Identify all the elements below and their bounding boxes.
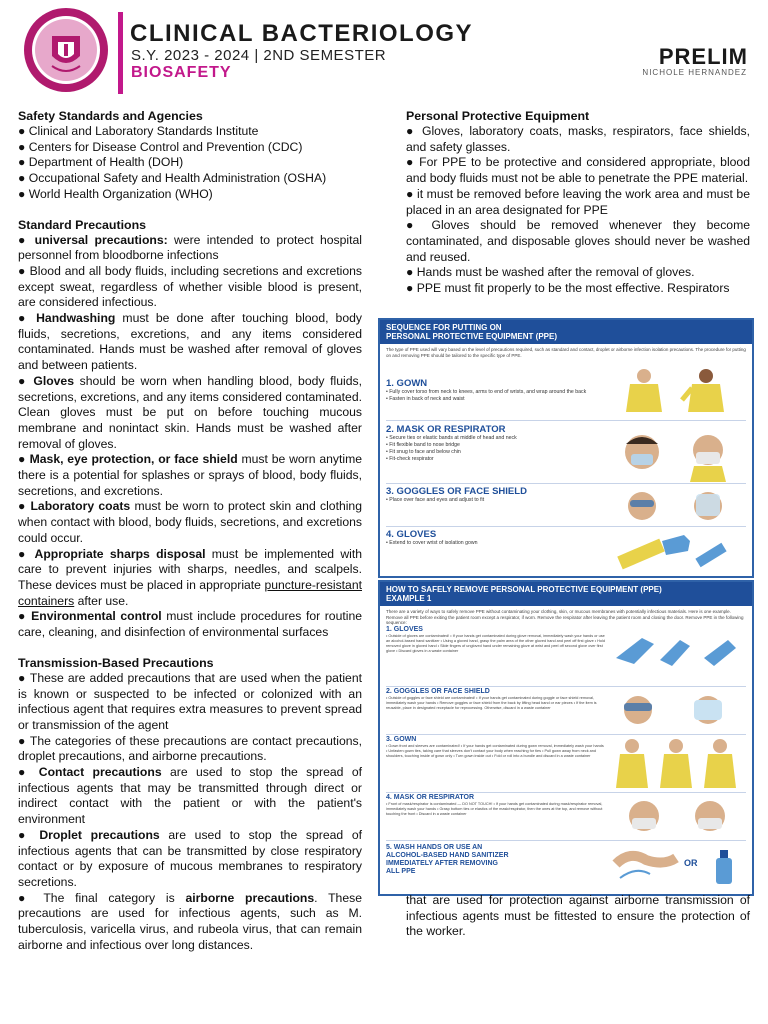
right-column (406, 108, 750, 297)
list-item: ● Appropriate sharps disposal must be implemented with care to prevent injuries with sharps, needles, and scalpels. These devices must be placed in appropriate puncture-resistant containers after use. (18, 546, 363, 608)
list-item: ● Environmental control must include procedures for routine care, cleaning, and disinfection of environmental surfaces (18, 609, 362, 640)
list-item: ● World Health Organization (WHO) (18, 186, 213, 201)
section-title: Safety Standards and Agencies (18, 109, 203, 123)
glove-removal-illustration-icon (610, 628, 744, 668)
mask-removal-illustration-icon (610, 794, 744, 840)
list-item: ● universal precautions: were intended to protect hospital personnel from bloodborne infections (18, 232, 362, 263)
handwash-illustration-icon (610, 844, 682, 888)
doffing-infographic (378, 580, 754, 896)
list-item: ● it must be removed before leaving the work area and must be placed in an area designated for PPE (406, 186, 750, 217)
header-divider (118, 12, 123, 94)
goggle-removal-illustration-icon (610, 688, 744, 732)
infographic-header: HOW TO SAFELY REMOVE PERSONAL PROTECTIVE EQUIPMENT (PPE) EXAMPLE 1 (380, 582, 752, 606)
list-item: ● Blood and all body fluids, including secretions and excretions except sweat, regardless of whether visible blood is present, are considered infectious. (18, 263, 362, 310)
list-item: ● Handwashing must be done after touching blood, body fluids, secretions, excretions, and any items considered contaminated. Hands must be washed after removal of gloves and between patients. (18, 311, 362, 373)
don-step-gloves: 4. GLOVES • Extend to cover wrist of isolation gown (386, 529, 478, 546)
gown-removal-illustration-icon (610, 736, 744, 788)
section-title: Standard Precautions (18, 217, 147, 232)
university-seal-icon (22, 6, 110, 94)
topic-title: BIOSAFETY (131, 64, 232, 81)
list-item: ● PPE must fit properly to be the most effective. Respirators (406, 281, 730, 296)
infographic-intro: The type of PPE used will vary based on the level of precautions required, such as standard and contact, droplet or airborne infection isolation precautions. The procedure for putting on and removing PPE should be tailored to the specific type of PPE. (386, 347, 746, 358)
donning-infographic (378, 318, 754, 578)
left-column (18, 108, 362, 953)
list-item: ● The categories of these precautions are contact precautions, droplet precautions, and airborne precautions. (18, 733, 362, 764)
doff-step-gloves: 1. GLOVES • Outside of gloves are contaminated! • If your hands get contaminated during glove removal, immediately wash your hands or use an alcohol-based hand sanitizer • Using a gloved hand, grasp the palm area of the other gloved hand and peel off first glove • Hold removed glove in gloved hand • Slide fingers of ungloved hand under remaining glove at wrist and peel off second glove over first glove • Discard gloves in a waste container (386, 626, 605, 653)
list-item: ● Gloves, laboratory coats, masks, respirators, face shields, and safety glasses. (406, 124, 750, 154)
gloves-illustration-icon (612, 527, 744, 571)
doff-step-goggles: 2. GOGGLES OR FACE SHIELD • Outside of goggles or face shield are contaminated! • If your hands get contaminated during goggle or face shield removal, immediately wash your hands • Remove goggles or face shield from the back by lifting head band or ear pieces • If the item is reusable, place in designated receptacle for reprocessing. Otherwise, discard in a waste container (386, 688, 597, 710)
section-title: Personal Protective Equipment (406, 109, 590, 123)
infographic-header: SEQUENCE FOR PUTTING ON PERSONAL PROTECTIVE EQUIPMENT (PPE) (380, 320, 752, 344)
sanitizer-illustration-icon (702, 844, 746, 888)
list-item: ● Mask, eye protection, or face shield must be worn anytime there is a potential for splashes or sprays of blood, body fluids, secretions, and excretions. (18, 452, 362, 498)
mask-illustration-icon (612, 422, 744, 482)
list-item: ● The final category is airborne precautions. These precautions are used for infectious agents, such as M. tuberculosis, varicella virus, and rubeola virus, that can remain airborne and infectious over long distances. (18, 890, 362, 952)
don-step-mask: 2. MASK OR RESPIRATOR • Secure ties or elastic bands at middle of head and neck • Fit flexible band to nose bridge • Fit snug to face and below chin • Fit-check respirator (386, 424, 517, 462)
or-label: OR (684, 858, 698, 868)
list-item: ● These are added precautions that are used when the patient is known or suspected to be infected or colonized with an infectious agent that requires extra measures to prevent spread or transmission of the agent (18, 670, 362, 732)
author-name: NICHOLE HERNANDEZ (642, 68, 747, 77)
list-item: ● Department of Health (DOH) (18, 155, 184, 170)
section-title: Transmission-Based Precautions (18, 655, 214, 670)
list-item: ● Contact precautions are used to stop the spread of infectious agents that may be transmitted through direct or indirect contact with the patient or with the patient's environment (18, 765, 362, 827)
list-item: ● Droplet precautions are used to stop the spread of infectious agents that can be transmitted by close respiratory contact or by exposure of mucous membranes to respiratory secretions. (18, 827, 362, 889)
page-header (0, 0, 768, 100)
doff-step-wash-hands: 5. WASH HANDS OR USE AN ALCOHOL-BASED HAND SANITIZER IMMEDIATELY AFTER REMOVING ALL PPE (386, 844, 509, 875)
school-year: S.Y. 2023 - 2024 | 2ND SEMESTER (131, 47, 387, 64)
list-item: ● Hands must be washed after the removal of gloves. (406, 265, 695, 280)
gown-illustration-icon (612, 366, 744, 412)
list-item: ● Gloves should be removed whenever they become contaminated, and disposable gloves should never be washed and reused. (406, 218, 750, 264)
don-step-gown: 1. GOWN • Fully cover torso from neck to knees, arms to end of wrists, and wrap around the back • Fasten in back of neck and waist (386, 378, 587, 402)
list-item: ● Gloves should be worn when handling blood, body fluids, secretions, excretions, and any items considered contaminated. Clean gloves must be put on before touching mucous membrane and nonintact skin. Hands must be washed after removal of gloves. (18, 373, 363, 451)
infographic-intro: There are a variety of ways to safely remove PPE without contaminating your clothing, skin, or mucous membranes with potentially infectious materials. Here is one example. Remove all PPE before exiting the patient room except a respirator, if worn. Remove the respirator after leaving the patient room and closing the door. Remove PPE in the following sequence: (386, 609, 744, 625)
course-title: CLINICAL BACTERIOLOGY (130, 20, 474, 47)
list-item: ● Occupational Safety and Health Administration (OSHA) (18, 171, 327, 186)
list-item: ● Centers for Disease Control and Prevention (CDC) (18, 139, 303, 154)
list-item: ● For PPE to be protective and considered appropriate, blood and body fluids must not be able to penetrate the PPE material. (406, 155, 750, 186)
goggles-illustration-icon (612, 484, 744, 526)
list-item: ● Laboratory coats must be worn to protect skin and clothing when contact with blood, body fluids, secretions, and excretions could occur. (18, 499, 362, 545)
exam-label: PRELIM (658, 44, 748, 69)
list-item: ● Clinical and Laboratory Standards Institute (18, 124, 259, 138)
doff-step-mask: 4. MASK OR RESPIRATOR • Front of mask/respirator is contaminated — DO NOT TOUCH! • If your hands get contaminated during mask/respirator removal, immediately wash your hands • Grasp bottom ties or elastics of the mask/respirator, then the ones at the top, and remove without touching the front • Discard in a waste container (386, 794, 603, 816)
doff-step-gown: 3. GOWN • Gown front and sleeves are contaminated! • If your hands get contaminated during gown removal, immediately wash your hands • Unfasten gown ties, taking care that sleeves don't contact your body when reaching for ties • Pull gown away from neck and shoulders, touching inside of gown only • Turn gown inside out • Fold or roll into a bundle and discard in a waste container (386, 736, 604, 758)
don-step-goggles: 3. GOGGLES OR FACE SHIELD • Place over face and eyes and adjust to fit (386, 486, 527, 503)
ppe-continued-text: that are used for protection against airborne transmission of infectious agents must be fittested to ensure the protection of the worker. (406, 893, 750, 939)
